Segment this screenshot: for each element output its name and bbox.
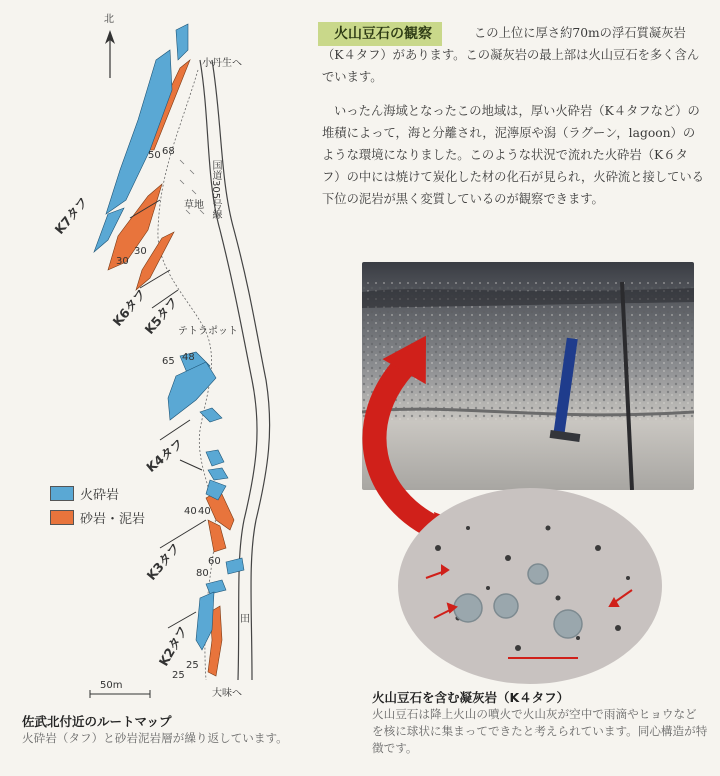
dip-value: 50 [148, 150, 161, 161]
dip-value: 30 [116, 256, 129, 267]
map-label-field: 田 [240, 614, 250, 625]
dip-value: 25 [186, 660, 199, 671]
north-arrow-icon [105, 30, 115, 78]
photo-caption-text: 火山豆石は降上火山の噴火で火山灰が空中で雨滴やヒョウなどを核に球状に集まってできたと考えられています。同心構造が特徴です。 [372, 707, 708, 755]
legend-swatch-sandstone [50, 510, 74, 525]
dip-value: 30 [134, 246, 147, 257]
tuff-label-k3: K3タフ [143, 540, 183, 583]
section-title: 火山豆石の観察 [318, 22, 442, 46]
legend-item-sandstone [50, 508, 145, 527]
legend-swatch-pyroclastic [50, 486, 74, 501]
legend-label: 火砕岩 [80, 488, 120, 503]
dip-value: 40 [184, 506, 197, 517]
accretionary-lapilli-photo [398, 488, 662, 684]
paragraph-1: この上位に厚さ約70mの浮石質凝灰岩（K４タフ）があります。この凝灰岩の最上部は火山豆石を多く含んでいます。 [322, 26, 700, 84]
paragraph-2: いったん海域となったこの地域は，厚い火砕岩（K４タフなど）の堆積によって，海と分離され，泥濘原や潟（ラグーン，lagoon）のような環境になりました。このような状況で流れた火砕岩（K６タフ）の中には焼けて炭化した材の化石が見られ，火砕流と接している下位の泥岩が黒く変質しているのが観察できます。 [322, 104, 704, 206]
legend-label: 砂岩・泥岩 [80, 512, 146, 527]
dip-value: 60 [208, 556, 221, 567]
dip-value: 25 [172, 670, 185, 681]
scale-label: 50m [100, 680, 123, 691]
tuff-label-k4: K4タフ [143, 435, 187, 476]
map-label-koniu: 小丹生へ [202, 58, 242, 69]
north-label: 北 [104, 14, 114, 25]
dip-value: 65 [162, 356, 175, 367]
dip-value: 48 [182, 352, 195, 363]
map-caption-title: 佐武北付近のルートマップ [22, 714, 172, 729]
tuff-label-k6: K6タフ [109, 286, 149, 329]
map-label-road: 国道305号線 [210, 160, 221, 220]
map-label-grass: 草地 [184, 200, 204, 211]
dip-value: 68 [162, 146, 175, 157]
tuff-label-k7: K7タフ [51, 194, 91, 237]
dip-value: 80 [196, 568, 209, 579]
map-label-tetrapod: テトラポット [178, 326, 238, 337]
map-label-omi: 大味へ [212, 688, 242, 699]
legend-item-pyroclastic [50, 484, 119, 503]
tuff-label-k5: K5タフ [141, 294, 181, 337]
photo-caption-title: 火山豆石を含む凝灰岩（K４タフ） [372, 690, 570, 705]
dip-value: 40 [198, 506, 211, 517]
tuff-label-k2: K2タフ [155, 623, 191, 669]
route-map [30, 0, 320, 700]
map-caption-text: 火砕岩（タフ）と砂岩泥岩層が繰り返しています。 [22, 731, 288, 745]
